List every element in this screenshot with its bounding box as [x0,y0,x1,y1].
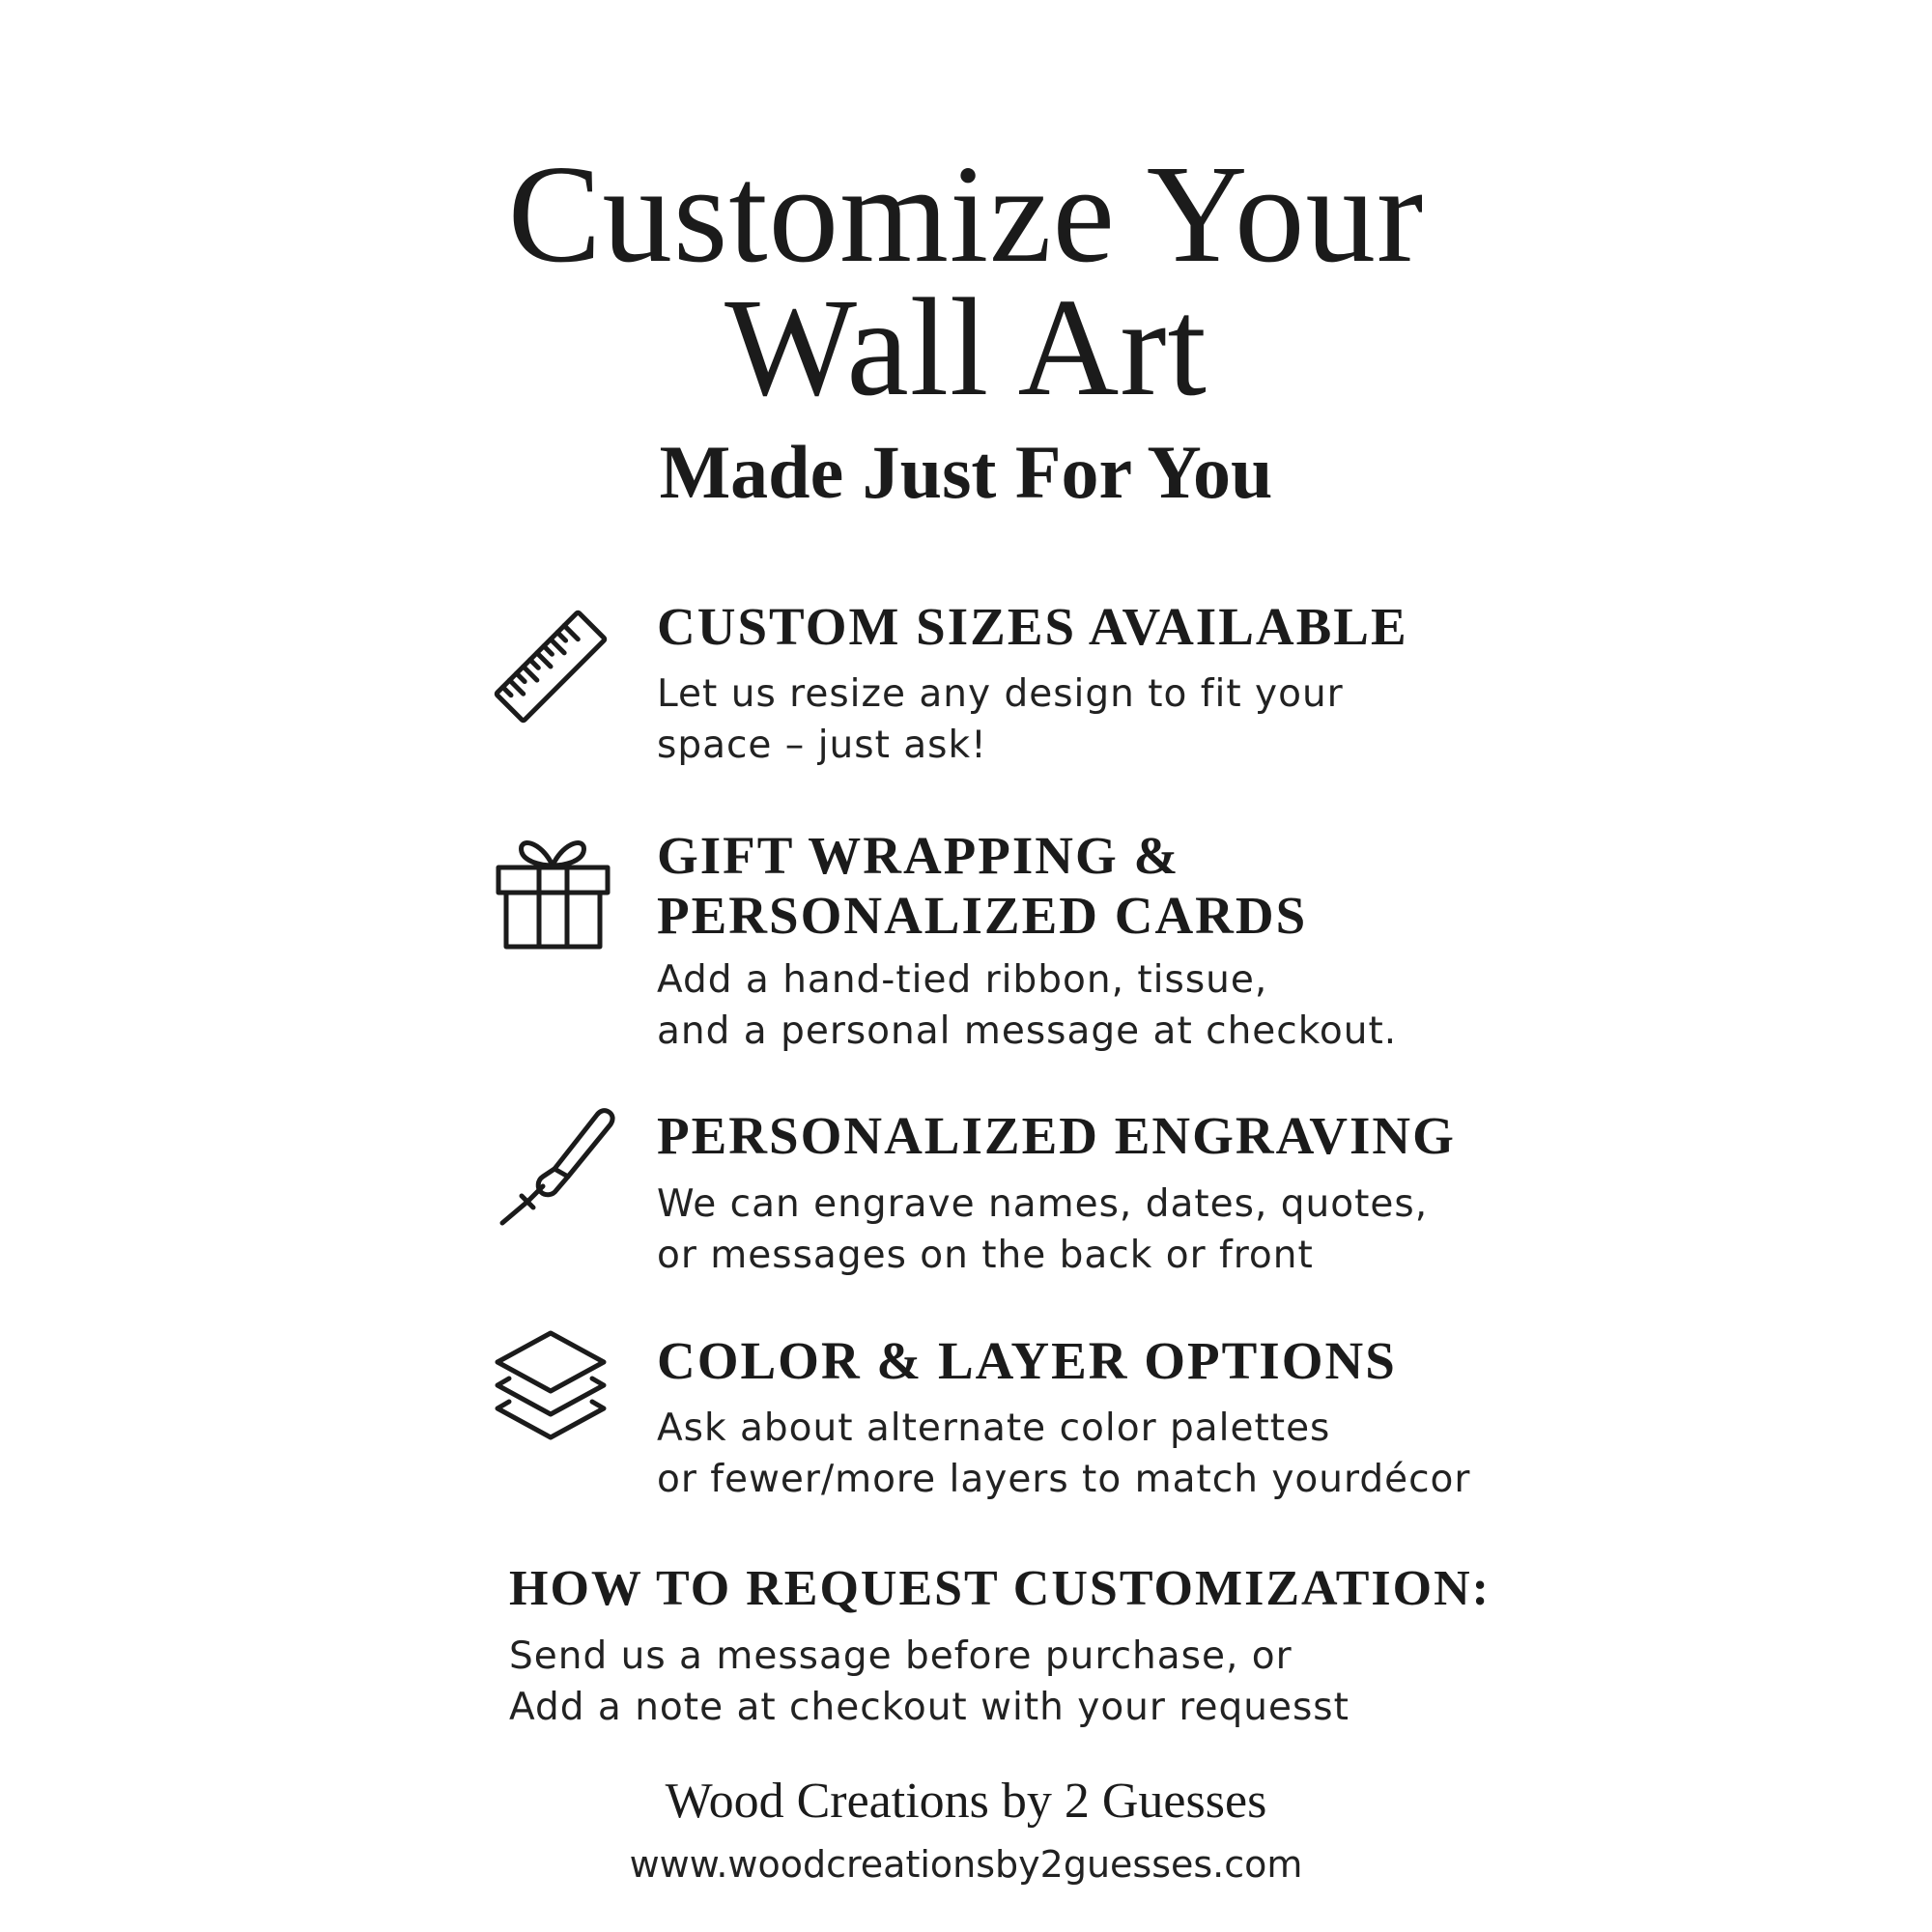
gift-icon [493,831,613,952]
feature-title-line: CUSTOM SIZES AVAILABLE [657,597,1408,656]
request-heading: HOW TO REQUEST CUSTOMIZATION: [509,1561,1491,1616]
page-subtitle: Made Just For You [659,430,1273,514]
feature-desc-line: Add a hand-tied ribbon, tissue, [657,958,1268,1002]
feature-title-gift-wrapping [657,826,1307,946]
website-url: www.woodcreationsby2guesses.com [629,1843,1303,1886]
feature-title-engraving [657,1106,1456,1166]
feature-desc-custom-sizes [657,668,1344,771]
feature-title-color-layer [657,1331,1397,1391]
request-desc [509,1631,1350,1733]
feature-title-custom-sizes [657,597,1408,657]
engraving-pen-icon [493,1101,618,1227]
brand-name: Wood Creations by 2 Guesses [665,1774,1267,1829]
request-desc-line: Add a note at checkout with your requesst [509,1686,1350,1729]
feature-desc-gift-wrapping [657,954,1397,1057]
feature-title-line: GIFT WRAPPING & [657,826,1180,885]
feature-desc-line: Let us resize any design to fit your [657,672,1344,716]
request-desc-line: Send us a message before purchase, or [509,1634,1293,1678]
feature-title-line: COLOR & LAYER OPTIONS [657,1331,1397,1390]
ruler-icon [488,604,613,729]
feature-desc-line: Ask about alternate color palettes [657,1406,1331,1450]
feature-desc-line: and a personal message at checkout. [657,1009,1398,1053]
layers-icon [488,1323,613,1449]
feature-title-line: PERSONALIZED ENGRAVING [657,1106,1456,1165]
feature-desc-line: or fewer/more layers to match yourdécor [657,1458,1471,1501]
feature-desc-color-layer [657,1403,1470,1505]
feature-desc-engraving [657,1179,1428,1281]
feature-desc-line: We can engrave names, dates, quotes, [657,1182,1429,1226]
feature-desc-line: or messages on the back or front [657,1234,1314,1277]
feature-title-line: PERSONALIZED CARDS [657,886,1308,945]
feature-desc-line: space – just ask! [657,724,987,767]
page-title-line-2: Wall Art [724,270,1208,425]
page-title-line-1: Customize Your [507,137,1425,292]
